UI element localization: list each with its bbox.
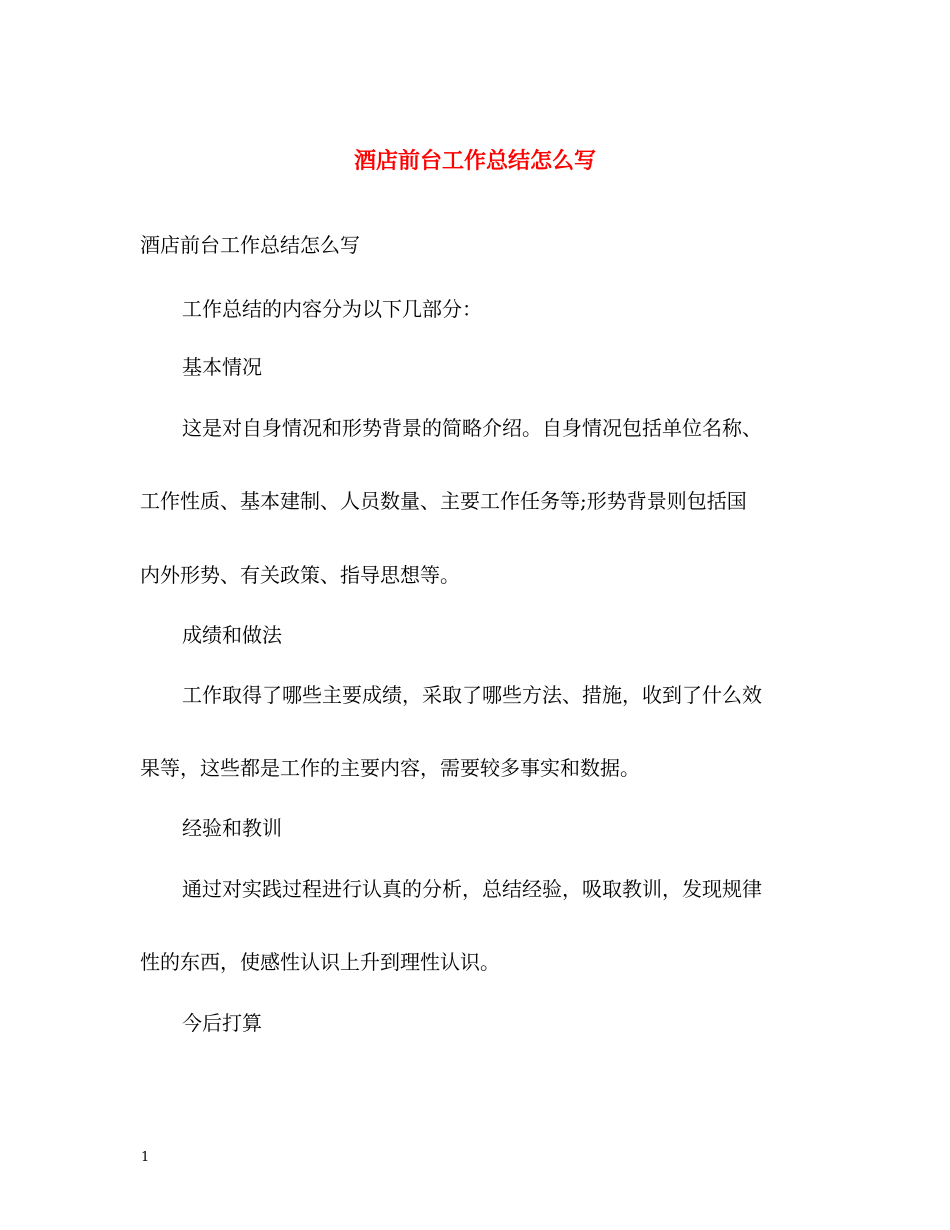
section-heading-future-plans: 今后打算 (182, 1011, 262, 1035)
body-line-basic-1: 这是对自身情况和形势背景的简略介绍。自身情况包括单位名称、 (182, 416, 762, 440)
body-line-basic-3: 内外形势、有关政策、指导思想等。 (140, 563, 460, 587)
document-title: 酒店前台工作总结怎么写 (353, 148, 596, 174)
section-heading-achievements: 成绩和做法 (182, 623, 282, 647)
body-line-content-parts: 工作总结的内容分为以下几部分： (182, 297, 482, 321)
body-line-achievements-1: 工作取得了哪些主要成绩，采取了哪些方法、措施，收到了什么效 (182, 683, 762, 707)
body-line-lessons-2: 性的东西，使感性认识上升到理性认识。 (140, 950, 500, 974)
body-line-intro-title: 酒店前台工作总结怎么写 (140, 233, 360, 257)
section-heading-basic-situation: 基本情况 (182, 355, 262, 379)
body-line-basic-2: 工作性质、基本建制、人员数量、主要工作任务等;形势背景则包括国 (140, 489, 747, 513)
page-number: 1 (141, 1150, 150, 1165)
body-line-achievements-2: 果等，这些都是工作的主要内容，需要较多事实和数据。 (140, 756, 640, 780)
section-heading-lessons: 经验和教训 (182, 816, 282, 840)
body-line-lessons-1: 通过对实践过程进行认真的分析，总结经验，吸取教训，发现规律 (182, 877, 762, 901)
